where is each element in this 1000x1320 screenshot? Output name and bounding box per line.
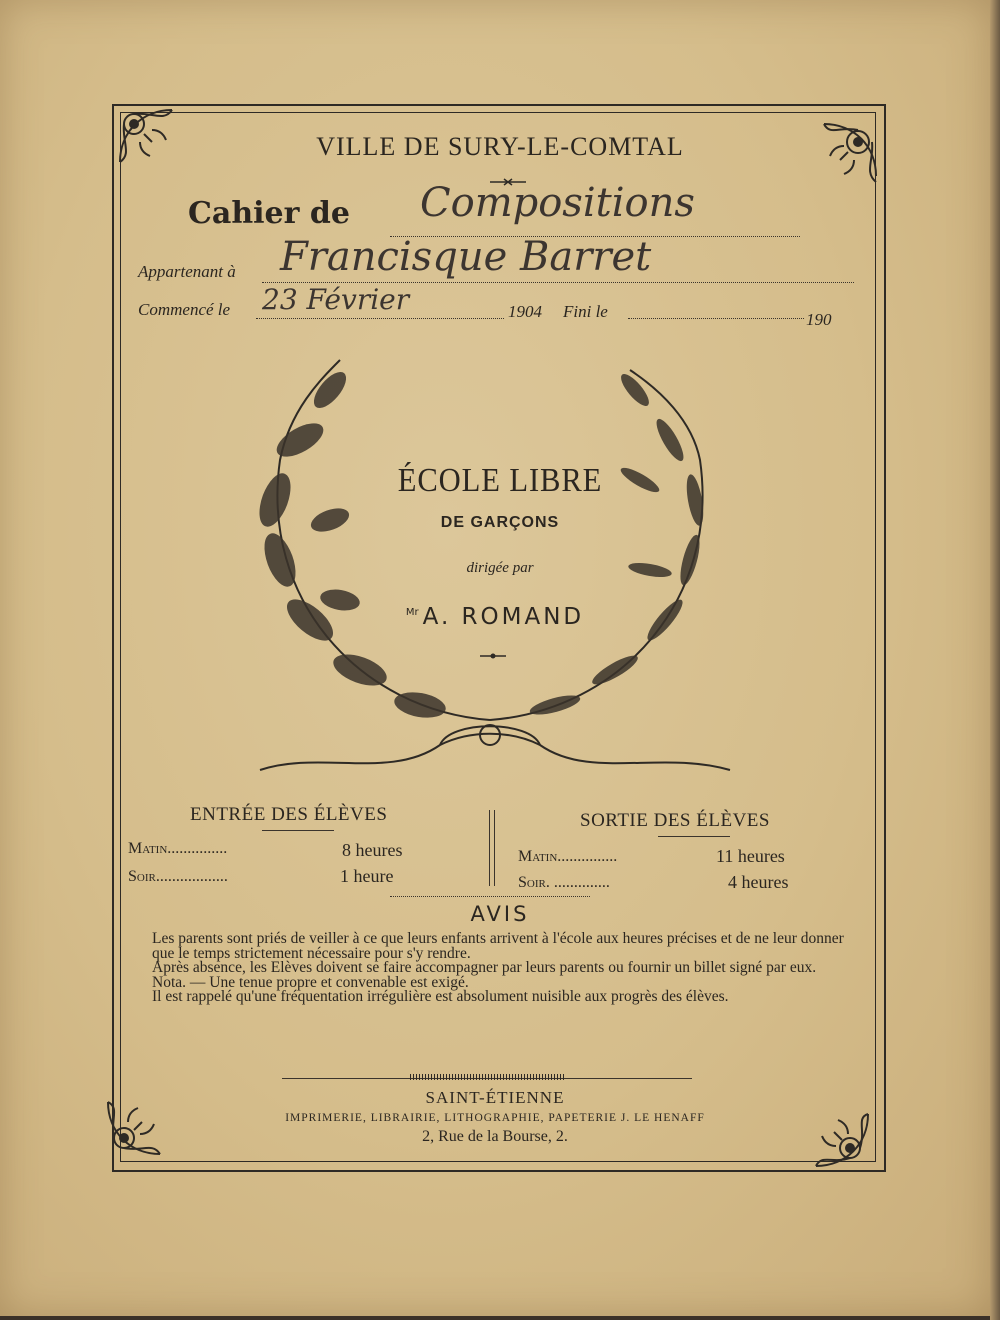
start-year: 1904 [508, 302, 542, 321]
entry-row-evening [128, 866, 228, 886]
start-date-line [256, 318, 504, 319]
entry-row-morning [128, 838, 227, 858]
notice-body [128, 932, 852, 1005]
director-value: A. ROMAND [422, 604, 585, 630]
exit-row-evening [518, 872, 610, 892]
entry-morning-value: 8 heures [342, 840, 403, 860]
school-name: ÉCOLE LIBRE [397, 462, 603, 499]
printer-business: IMPRIMERIE, LIBRAIRIE, LITHOGRAPHIE, PAPETERIE J. LE HENAFF [285, 1112, 705, 1124]
owner-value: Francisque Barret [280, 234, 652, 280]
page-edge [990, 0, 1000, 1320]
entry-title-underline [262, 830, 334, 831]
printer-city: SAINT-ÉTIENNE [425, 1088, 565, 1107]
notice-line-3: Nota. — Une tenue propre et convenable est exigé. [152, 973, 469, 991]
printer-address: 2, Rue de la Bourse, 2. [422, 1128, 568, 1145]
entry-morning-dots: ............... [167, 840, 228, 857]
schedule-divider [489, 810, 495, 886]
entry-evening-value: 1 heure [340, 866, 394, 886]
start-date-label: Commencé le [138, 300, 231, 319]
exit-evening-dots: . .............. [545, 874, 610, 891]
entry-morning-label: Matin [128, 840, 168, 857]
owner-label: Appartenant à [138, 262, 236, 281]
entry-evening-dots: .................. [155, 868, 228, 885]
notice-line-2: Après absence, les Elèves doivent se faire accompagner par leurs parents ou fournir un billet signé par eux. [152, 959, 817, 976]
avis-separator [390, 896, 590, 897]
town-title: VILLE DE SURY-LE-COMTAL [316, 132, 684, 161]
start-date-value: 23 Février [262, 283, 410, 316]
exit-morning-label: Matin [518, 848, 558, 865]
notice-line-1: Les parents sont priés de veiller à ce que leurs enfants arrivent à l'école aux heures précises et de ne leur donner que le temps strictement nécessaire pour s'y rendre. [152, 930, 844, 962]
notebook-type-value: Compositions [420, 180, 695, 226]
exit-evening-value: 4 heures [728, 872, 789, 892]
school-flourish-icon [478, 652, 508, 660]
footer-hatch [410, 1074, 566, 1080]
school-subtitle: DE GARÇONS [440, 514, 560, 531]
exit-evening-label: Soir [518, 874, 546, 891]
director-prefix: Mr [405, 607, 419, 619]
exit-row-morning [518, 846, 617, 866]
director-name [0, 604, 990, 630]
exit-title-underline [658, 836, 730, 837]
exit-morning-dots: ............... [557, 848, 618, 865]
notice-line-4: Il est rappelé qu'une fréquentation irrégulière est absolument nuisible aux progrès des élèves. [152, 988, 729, 1005]
notebook-type-label: Cahier de [188, 196, 350, 231]
exit-morning-value: 11 heures [716, 846, 785, 866]
end-year: 190 [806, 310, 832, 329]
entry-evening-label: Soir [128, 868, 156, 885]
end-date-label: Fini le [563, 302, 608, 321]
entry-section-title: ENTRÉE DES ÉLÈVES [190, 804, 388, 825]
directed-by-label: dirigée par [466, 560, 534, 576]
notice-title: AVIS [470, 902, 530, 926]
end-date-line [628, 318, 804, 319]
exit-section-title: SORTIE DES ÉLÈVES [580, 810, 770, 831]
